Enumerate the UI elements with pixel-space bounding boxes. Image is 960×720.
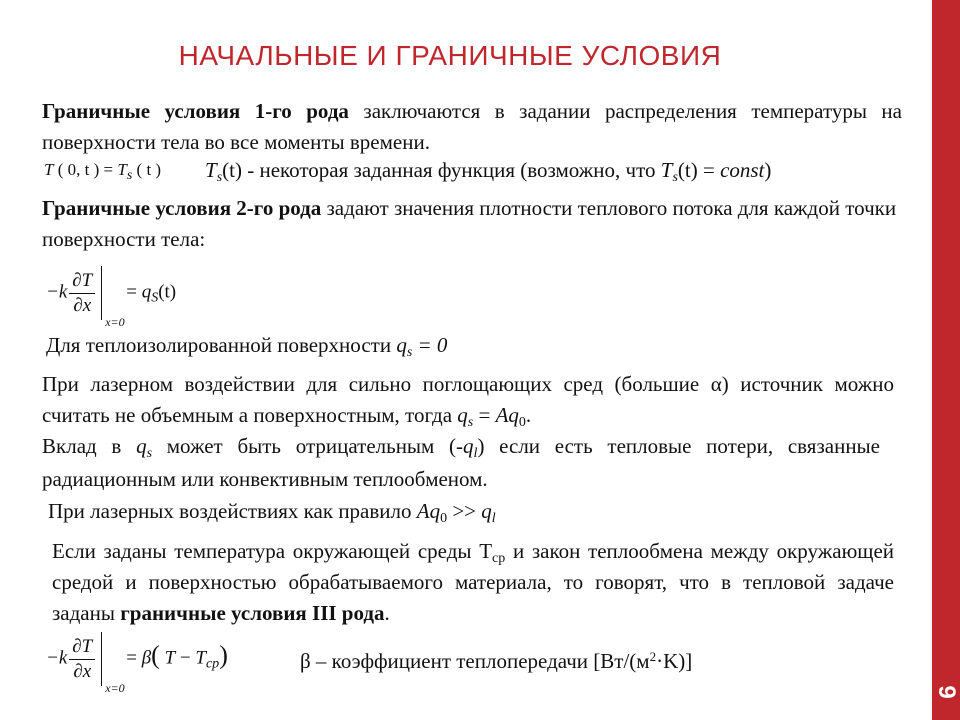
formula-bc2 bbox=[46, 266, 177, 329]
bc1-bold: Граничные условия 1-го рода bbox=[42, 99, 349, 123]
laser-paragraph bbox=[42, 369, 894, 431]
bc1-function-note bbox=[205, 155, 895, 186]
rule-q-sub: l bbox=[491, 511, 496, 526]
rule-text: При лазерных воздействиях как правило bbox=[48, 499, 417, 523]
f2-den: ∂x bbox=[73, 294, 92, 316]
f3-eq: = bbox=[126, 647, 137, 669]
beta-note-sup: 2 bbox=[649, 649, 657, 664]
f3-fraction bbox=[69, 635, 95, 684]
f3-eval-bar bbox=[101, 632, 125, 695]
f2-fraction bbox=[69, 269, 95, 318]
contribution-ql-sub: l bbox=[473, 446, 478, 461]
bc1-paragraph bbox=[42, 96, 902, 158]
bc3-bold: граничные условия III рода bbox=[120, 601, 385, 625]
bc3-paragraph bbox=[52, 536, 894, 629]
slide-number: 9 bbox=[933, 685, 960, 699]
f1-eq: = bbox=[103, 160, 114, 179]
contribution-text1: Вклад в bbox=[42, 434, 137, 458]
note-args2: (t) bbox=[677, 158, 698, 182]
contribution-q: q bbox=[136, 434, 147, 458]
f2-eq: = bbox=[126, 281, 137, 303]
rule-q: q bbox=[481, 499, 492, 523]
f3-Tcp: T bbox=[195, 647, 206, 669]
f1-rhs-sub: s bbox=[126, 168, 133, 183]
note-sub2: s bbox=[672, 170, 678, 185]
insulated-q: q bbox=[396, 333, 407, 357]
laser-eq: = bbox=[473, 403, 496, 427]
note-T2: T bbox=[660, 158, 673, 182]
formula-bc3 bbox=[46, 632, 228, 695]
f1-rhs-T: T bbox=[117, 160, 127, 179]
f3-num: ∂T bbox=[72, 635, 93, 657]
laser-q: q bbox=[457, 403, 468, 427]
f3-close: ) bbox=[219, 640, 228, 670]
laser-sub: s bbox=[467, 415, 474, 430]
bc3-text2: и закон теплообмена между окружающей средой и поверхностью обрабатываемого материала, то говорят, что в тепловой задаче заданы bbox=[52, 539, 894, 625]
laser-rule-line bbox=[48, 496, 908, 527]
formula-bc1 bbox=[44, 160, 162, 183]
contribution-paragraph bbox=[42, 430, 880, 496]
note-T: T bbox=[205, 158, 217, 182]
insulated-line bbox=[46, 330, 906, 361]
f2-eval: x=0 bbox=[105, 315, 125, 329]
insulated-text: Для теплоизолированной поверхности bbox=[46, 333, 397, 357]
contribution-text2: может быть отрицательным (- bbox=[152, 434, 464, 458]
f2-prefix: −k bbox=[46, 281, 68, 303]
beta-note bbox=[300, 646, 860, 677]
laser-A: Aq bbox=[495, 403, 519, 427]
slide-title: НАЧАЛЬНЫЕ И ГРАНИЧНЫЕ УСЛОВИЯ bbox=[178, 40, 722, 71]
rule-gt: >> bbox=[447, 499, 482, 523]
f3-minus: − bbox=[179, 647, 191, 669]
f3-open: ( bbox=[151, 640, 160, 670]
bc3-sub: ср bbox=[492, 551, 506, 566]
laser-end: . bbox=[525, 403, 532, 427]
rule-A-sub: 0 bbox=[440, 511, 448, 526]
f3-beta: β bbox=[141, 647, 152, 669]
f3-den: ∂x bbox=[73, 660, 92, 682]
f2-num: ∂T bbox=[72, 269, 93, 291]
f2-eval-bar bbox=[101, 266, 125, 329]
note-const: const bbox=[720, 158, 765, 182]
f3-eval: x=0 bbox=[105, 681, 125, 695]
note-eq: = bbox=[697, 158, 721, 182]
laser-A-sub: 0 bbox=[518, 415, 526, 430]
contribution-ql: q bbox=[463, 434, 474, 458]
f3-Tcp-sub: cp bbox=[205, 656, 220, 672]
beta-note-text: β – коэффициент теплопередачи [Вт/(м bbox=[300, 649, 650, 673]
bc2-bold: Граничные условия 2-го рода bbox=[42, 196, 322, 220]
f1-T: T bbox=[44, 160, 54, 179]
bc2-paragraph bbox=[42, 193, 902, 255]
f3-prefix: −k bbox=[46, 647, 68, 669]
note-args: (t) - bbox=[222, 158, 255, 182]
beta-note-text2: ·K)] bbox=[656, 649, 693, 673]
bc3-end: . bbox=[384, 601, 390, 625]
f2-args: (t) bbox=[158, 281, 177, 303]
contribution-text3: ) если есть тепловые потери, связанные радиационным или конвективным теплообменом. bbox=[42, 434, 880, 491]
f2-q: q bbox=[141, 281, 152, 303]
insulated-sub: s bbox=[406, 345, 413, 360]
laser-text: При лазерном воздействии для сильно поглощающих сред (большие α) источник можно считать не объемным а поверхностным, тогда bbox=[42, 372, 894, 427]
f1-rhs-args: ( t ) bbox=[136, 160, 162, 179]
f2-q-sub: S bbox=[151, 290, 159, 306]
bc3-text1: Если заданы температура окружающей среды Т bbox=[52, 539, 493, 563]
contribution-sub: s bbox=[146, 446, 153, 461]
rule-A: Aq bbox=[416, 499, 441, 523]
note-text: некоторая заданная функция (возможно, что bbox=[254, 158, 661, 182]
f3-T: T bbox=[164, 647, 176, 669]
note-sub: s bbox=[216, 170, 223, 185]
insulated-eq: = 0 bbox=[412, 333, 448, 357]
accent-bar bbox=[932, 0, 960, 720]
note-close: ) bbox=[764, 158, 772, 182]
bc2-text: задают значения плотности теплового потока для каждой точки поверхности тела: bbox=[42, 196, 897, 251]
f1-args: ( 0, t ) bbox=[57, 160, 100, 179]
bc1-text: заключаются в задании распределения температуры на поверхности тела во все моменты времени. bbox=[42, 99, 902, 154]
